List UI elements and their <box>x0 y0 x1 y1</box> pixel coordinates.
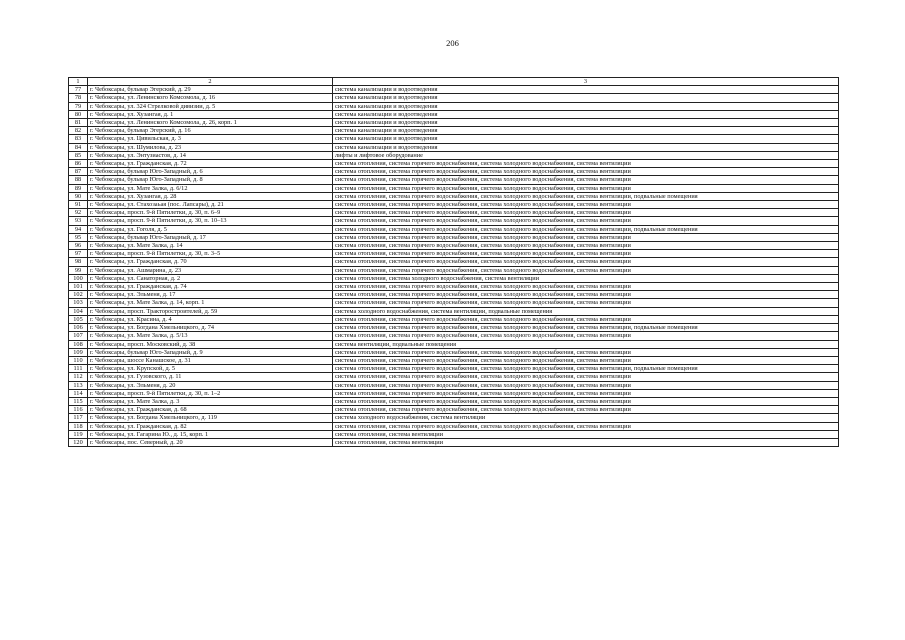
row-number: 116 <box>69 406 88 414</box>
table-row <box>69 291 839 299</box>
register-table-body <box>69 78 839 447</box>
row-address: г. Чебоксары, шоссе Канашское, д. 31 <box>88 356 333 364</box>
page-number: 206 <box>446 38 459 48</box>
row-address: г. Чебоксары, ул. Красина, д. 4 <box>88 315 333 323</box>
row-services: система холодного водоснабжения, система вентиляции <box>333 414 839 422</box>
table-row <box>69 315 839 323</box>
table-row <box>69 168 839 176</box>
row-number: 101 <box>69 283 88 291</box>
row-number: 88 <box>69 176 88 184</box>
table-row <box>69 381 839 389</box>
row-number: 97 <box>69 250 88 258</box>
table-row <box>69 356 839 364</box>
table-row <box>69 266 839 274</box>
row-address: г. Чебоксары, ул. Хузангая, д. 1 <box>88 110 333 118</box>
row-services: система отопления, система горячего водоснабжения, система холодного водоснабжения, система вентиляции, подвальные помещения <box>333 324 839 332</box>
row-address: г. Чебоксары, ул. Стахозаьая (пос. Лапсары), д. 21 <box>88 201 333 209</box>
row-services: система канализации и водоотведения <box>333 119 839 127</box>
row-services: система канализации и водоотведения <box>333 86 839 94</box>
table-row <box>69 102 839 110</box>
row-number: 78 <box>69 94 88 102</box>
row-address: г. Чебоксары, ул. Гражданская, д. 72 <box>88 160 333 168</box>
table-row <box>69 94 839 102</box>
row-number: 82 <box>69 127 88 135</box>
table-row <box>69 176 839 184</box>
row-number: 112 <box>69 373 88 381</box>
row-number: 81 <box>69 119 88 127</box>
row-services: система отопления, система вентиляции <box>333 438 839 446</box>
table-row <box>69 324 839 332</box>
row-address: г. Чебоксары, ул. Гражданская, д. 68 <box>88 406 333 414</box>
row-number: 106 <box>69 324 88 332</box>
row-address: г. Чебоксары, просп. 9-й Пятилетки, д. 30, п. 6–9 <box>88 209 333 217</box>
table-row <box>69 406 839 414</box>
row-address: г. Чебоксары, ул. Гражданская, д. 70 <box>88 258 333 266</box>
row-services: система отопления, система горячего водоснабжения, система холодного водоснабжения, система вентиляции <box>333 356 839 364</box>
row-address: г. Чебоксары, ул. Мате Залка, д. 5/13 <box>88 332 333 340</box>
row-services: система холодного водоснабжения, система вентиляции, подвальные помещения <box>333 307 839 315</box>
row-address: г. Чебоксары, ул. Эльменя, д. 20 <box>88 381 333 389</box>
row-address: г. Чебоксары, бульвар Эгерский, д. 29 <box>88 86 333 94</box>
row-address: г. Чебоксары, просп. Тракторостроителей, д. 59 <box>88 307 333 315</box>
row-number: 94 <box>69 225 88 233</box>
row-services: система канализации и водоотведения <box>333 110 839 118</box>
row-number: 100 <box>69 274 88 282</box>
row-address: г. Чебоксары, просп. 9-й Пятилетки, д. 30, п. 1–2 <box>88 389 333 397</box>
table-row <box>69 192 839 200</box>
table-row <box>69 365 839 373</box>
table-row <box>69 274 839 282</box>
row-services: система отопления, система горячего водоснабжения, система холодного водоснабжения, система вентиляции <box>333 201 839 209</box>
table-row <box>69 135 839 143</box>
row-services: лифты и лифтовое оборудование <box>333 151 839 159</box>
table-row <box>69 430 839 438</box>
table-row <box>69 110 839 118</box>
row-services: система отопления, система горячего водоснабжения, система холодного водоснабжения, система вентиляции <box>333 160 839 168</box>
row-address: г. Чебоксары, ул. Энтузиастов, д. 14 <box>88 151 333 159</box>
row-address: г. Чебоксары, ул. Мате Залка, д. 6/12 <box>88 184 333 192</box>
row-address: г. Чебоксары, ул. Крупской, д. 5 <box>88 365 333 373</box>
row-services: система отопления, система горячего водоснабжения, система холодного водоснабжения, система вентиляции <box>333 242 839 250</box>
row-number: 114 <box>69 389 88 397</box>
row-services: система отопления, система горячего водоснабжения, система холодного водоснабжения, система вентиляции <box>333 283 839 291</box>
row-number: 102 <box>69 291 88 299</box>
row-services: система канализации и водоотведения <box>333 143 839 151</box>
row-services: система отопления, система горячего водоснабжения, система холодного водоснабжения, система вентиляции <box>333 266 839 274</box>
row-address: г. Чебоксары, ул. Эльменя, д. 17 <box>88 291 333 299</box>
row-number: 113 <box>69 381 88 389</box>
table-row <box>69 160 839 168</box>
table-row <box>69 86 839 94</box>
table-row <box>69 389 839 397</box>
row-services: система отопления, система горячего водоснабжения, система холодного водоснабжения, система вентиляции <box>333 250 839 258</box>
row-services: система отопления, система горячего водоснабжения, система холодного водоснабжения, система вентиляции <box>333 299 839 307</box>
row-address: г. Чебоксары, просп. Московский, д. 38 <box>88 340 333 348</box>
table-row <box>69 299 839 307</box>
table-row <box>69 127 839 135</box>
row-number: 108 <box>69 340 88 348</box>
row-address: г. Чебоксары, бульвар Эгерский, д. 16 <box>88 127 333 135</box>
table-row <box>69 201 839 209</box>
table-row <box>69 184 839 192</box>
row-number: 98 <box>69 258 88 266</box>
table-row <box>69 340 839 348</box>
row-number: 89 <box>69 184 88 192</box>
table-row <box>69 250 839 258</box>
table-row <box>69 283 839 291</box>
row-address: г. Чебоксары, ул. Санаторная, д. 2 <box>88 274 333 282</box>
row-address: г. Чебоксары, ул. Мате Залка, д. 14 <box>88 242 333 250</box>
row-number: 118 <box>69 422 88 430</box>
row-services: система отопления, система горячего водоснабжения, система холодного водоснабжения, система вентиляции <box>333 332 839 340</box>
row-services: система отопления, система вентиляции <box>333 430 839 438</box>
row-address: г. Чебоксары, ул. Цивильская, д. 3 <box>88 135 333 143</box>
row-services: система отопления, система горячего водоснабжения, система холодного водоснабжения, система вентиляции <box>333 422 839 430</box>
row-services: система канализации и водоотведения <box>333 135 839 143</box>
row-number: 77 <box>69 86 88 94</box>
row-services: система отопления, система горячего водоснабжения, система холодного водоснабжения, система вентиляции, подвальные помещения <box>333 192 839 200</box>
table-row <box>69 348 839 356</box>
row-number: 93 <box>69 217 88 225</box>
row-address: г. Чебоксары, просп. 9-й Пятилетки, д. 30, п. 3–5 <box>88 250 333 258</box>
row-services: система отопления, система горячего водоснабжения, система холодного водоснабжения, система вентиляции <box>333 184 839 192</box>
row-address: г. Чебоксары, ул. Хузангая, д. 28 <box>88 192 333 200</box>
row-services: система вентиляции, подвальные помещения <box>333 340 839 348</box>
row-services: система канализации и водоотведения <box>333 127 839 135</box>
row-address: г. Чебоксары, ул. Ашмарина, д. 23 <box>88 266 333 274</box>
table-row <box>69 225 839 233</box>
row-address: г. Чебоксары, ул. Гражданская, д. 74 <box>88 283 333 291</box>
table-row <box>69 438 839 446</box>
row-number: 111 <box>69 365 88 373</box>
row-number: 99 <box>69 266 88 274</box>
row-address: г. Чебоксары, ул. Ленинского Комсомола, д. 26, корп. 1 <box>88 119 333 127</box>
row-address: г. Чебоксары, пос. Северный, д. 20 <box>88 438 333 446</box>
row-number: 119 <box>69 430 88 438</box>
row-number: 83 <box>69 135 88 143</box>
row-number: 84 <box>69 143 88 151</box>
row-services: система отопления, система горячего водоснабжения, система холодного водоснабжения, система вентиляции <box>333 381 839 389</box>
table-row <box>69 414 839 422</box>
row-number: 92 <box>69 209 88 217</box>
table-row <box>69 143 839 151</box>
header-cell-number: 1 <box>69 78 88 86</box>
row-number: 85 <box>69 151 88 159</box>
row-services: система отопления, система горячего водоснабжения, система холодного водоснабжения, система вентиляции <box>333 348 839 356</box>
row-address: г. Чебоксары, просп. 9-й Пятилетки, д. 30, п. 10–13 <box>88 217 333 225</box>
row-number: 107 <box>69 332 88 340</box>
row-number: 80 <box>69 110 88 118</box>
row-services: система отопления, система горячего водоснабжения, система холодного водоснабжения, система вентиляции <box>333 291 839 299</box>
row-address: г. Чебоксары, бульвар Юго-Западный, д. 8 <box>88 176 333 184</box>
row-number: 95 <box>69 233 88 241</box>
row-services: система отопления, система горячего водоснабжения, система холодного водоснабжения, система вентиляции <box>333 209 839 217</box>
row-address: г. Чебоксары, ул. Гагарина Ю., д. 15, корп. 1 <box>88 430 333 438</box>
row-number: 120 <box>69 438 88 446</box>
row-address: г. Чебоксары, ул. Шумилова, д. 23 <box>88 143 333 151</box>
table-row <box>69 332 839 340</box>
row-address: г. Чебоксары, ул. Мате Залка, д. 3 <box>88 397 333 405</box>
register-table <box>68 77 839 447</box>
row-services: система отопления, система горячего водоснабжения, система холодного водоснабжения, система вентиляции <box>333 176 839 184</box>
table-row <box>69 242 839 250</box>
row-address: г. Чебоксары, ул. Гузовского, д. 11 <box>88 373 333 381</box>
table-row <box>69 307 839 315</box>
header-cell-services: 3 <box>333 78 839 86</box>
table-row <box>69 209 839 217</box>
row-number: 90 <box>69 192 88 200</box>
row-number: 115 <box>69 397 88 405</box>
row-services: система отопления, система горячего водоснабжения, система холодного водоснабжения, система вентиляции <box>333 233 839 241</box>
table-header-row <box>69 78 839 86</box>
row-address: г. Чебоксары, ул. Гоголя, д. 5 <box>88 225 333 233</box>
row-services: система отопления, система горячего водоснабжения, система холодного водоснабжения, система вентиляции <box>333 217 839 225</box>
row-address: г. Чебоксары, ул. Богдана Хмельницкого, д. 74 <box>88 324 333 332</box>
row-services: система канализации и водоотведения <box>333 94 839 102</box>
row-address: г. Чебоксары, бульвар Юго-Западный, д. 9 <box>88 348 333 356</box>
row-services: система отопления, система горячего водоснабжения, система холодного водоснабжения, система вентиляции, подвальные помещения <box>333 225 839 233</box>
table-row <box>69 217 839 225</box>
row-services: система отопления, система горячего водоснабжения, система холодного водоснабжения, система вентиляции <box>333 168 839 176</box>
header-cell-address: 2 <box>88 78 333 86</box>
table-row <box>69 422 839 430</box>
row-number: 109 <box>69 348 88 356</box>
row-number: 86 <box>69 160 88 168</box>
row-address: г. Чебоксары, ул. Гражданская, д. 82 <box>88 422 333 430</box>
table-row <box>69 397 839 405</box>
row-number: 91 <box>69 201 88 209</box>
table-row <box>69 119 839 127</box>
row-number: 117 <box>69 414 88 422</box>
row-number: 103 <box>69 299 88 307</box>
row-address: г. Чебоксары, ул. Богдана Хмельницкого, д. 119 <box>88 414 333 422</box>
row-address: г. Чебоксары, ул. 324 Стрелковой дивизии, д. 5 <box>88 102 333 110</box>
row-services: система отопления, система горячего водоснабжения, система холодного водоснабжения, система вентиляции <box>333 406 839 414</box>
row-services: система отопления, система горячего водоснабжения, система холодного водоснабжения, система вентиляции <box>333 373 839 381</box>
row-number: 104 <box>69 307 88 315</box>
row-services: система канализации и водоотведения <box>333 102 839 110</box>
row-number: 105 <box>69 315 88 323</box>
row-address: г. Чебоксары, бульвар Юго-Западный, д. 17 <box>88 233 333 241</box>
row-services: система отопления, система горячего водоснабжения, система холодного водоснабжения, система вентиляции <box>333 389 839 397</box>
row-number: 87 <box>69 168 88 176</box>
row-address: г. Чебоксары, ул. Мате Залка, д. 14, корп. 1 <box>88 299 333 307</box>
table-row <box>69 373 839 381</box>
row-number: 110 <box>69 356 88 364</box>
row-services: система отопления, система горячего водоснабжения, система холодного водоснабжения, система вентиляции <box>333 258 839 266</box>
row-services: система отопления, система горячего водоснабжения, система холодного водоснабжения, система вентиляции, подвальные помещения <box>333 365 839 373</box>
row-services: система отопления, система горячего водоснабжения, система холодного водоснабжения, система вентиляции <box>333 397 839 405</box>
row-number: 96 <box>69 242 88 250</box>
table-row <box>69 233 839 241</box>
row-address: г. Чебоксары, бульвар Юго-Западный, д. 6 <box>88 168 333 176</box>
table-row <box>69 258 839 266</box>
row-services: система отопления, система холодного водоснабжения, система вентиляции <box>333 274 839 282</box>
row-address: г. Чебоксары, ул. Ленинского Комсомола, д. 16 <box>88 94 333 102</box>
row-number: 79 <box>69 102 88 110</box>
row-services: система отопления, система горячего водоснабжения, система холодного водоснабжения, система вентиляции <box>333 315 839 323</box>
table-row <box>69 151 839 159</box>
